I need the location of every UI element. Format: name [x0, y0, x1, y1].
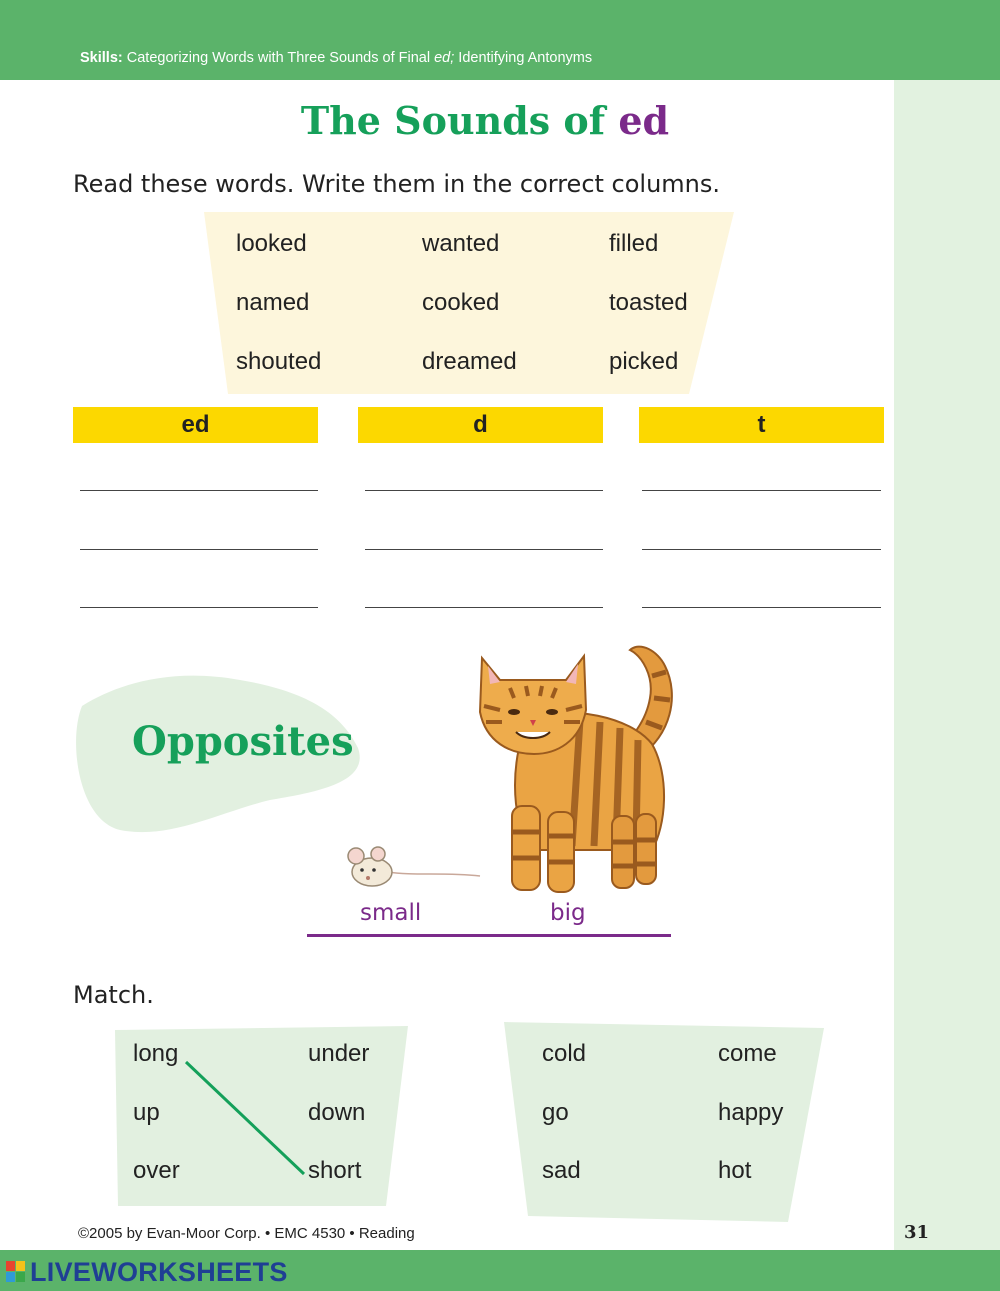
column-header-ed: ed [73, 407, 318, 443]
match-word-long[interactable]: long [133, 1040, 179, 1067]
instruction-text: Read these words. Write them in the correct columns. [73, 170, 721, 198]
answer-line-t-3[interactable] [642, 607, 881, 608]
match-instruction: Match. [73, 981, 154, 1009]
opposites-heading: Opposites [132, 718, 354, 765]
word-dreamed: dreamed [422, 348, 517, 375]
answer-line-d-2[interactable] [365, 549, 603, 550]
match-word-down[interactable]: down [308, 1099, 366, 1126]
answer-line-d-3[interactable] [365, 607, 603, 608]
match-word-short[interactable]: short [308, 1157, 362, 1184]
match-word-up[interactable]: up [133, 1099, 160, 1126]
logo-text: LIVEWORKSHEETS [30, 1256, 288, 1287]
label-big: big [550, 900, 586, 926]
word-filled: filled [609, 230, 659, 257]
skills-label: Skills: [80, 50, 123, 66]
example-underline [307, 934, 671, 937]
match-word-happy[interactable]: happy [718, 1099, 784, 1126]
word-cooked: cooked [422, 289, 500, 316]
answer-line-t-1[interactable] [642, 490, 881, 491]
liveworksheets-logo[interactable] [6, 1256, 288, 1288]
match-word-sad[interactable]: sad [542, 1157, 581, 1184]
word-named: named [236, 289, 310, 316]
answer-line-t-2[interactable] [642, 549, 881, 550]
answer-line-ed-2[interactable] [80, 549, 318, 550]
match-word-hot[interactable]: hot [718, 1157, 752, 1184]
match-word-go[interactable]: go [542, 1099, 569, 1126]
label-small: small [360, 900, 422, 926]
skills-text-ed: ed; [434, 50, 455, 66]
answer-line-d-1[interactable] [365, 490, 603, 491]
skills-text-antonyms: Identifying Antonyms [458, 50, 593, 66]
word-shouted: shouted [236, 348, 322, 375]
mouse-illustration [344, 846, 484, 890]
copyright-text: ©2005 by Evan-Moor Corp. • EMC 4530 • Reading [78, 1225, 415, 1242]
match-word-over[interactable]: over [133, 1157, 180, 1184]
cat-illustration [470, 636, 685, 898]
word-looked: looked [236, 230, 307, 257]
title-highlight: ed [618, 98, 670, 143]
title-main: The Sounds of [300, 98, 606, 143]
page-number: 31 [904, 1222, 930, 1243]
match-word-under[interactable]: under [308, 1040, 370, 1067]
match-word-cold[interactable]: cold [542, 1040, 587, 1067]
word-wanted: wanted [422, 230, 500, 257]
match-word-come[interactable]: come [718, 1040, 777, 1067]
word-toasted: toasted [609, 289, 688, 316]
word-picked: picked [609, 348, 679, 375]
logo-blocks-icon [6, 1261, 26, 1283]
column-header-t: t [639, 407, 884, 443]
answer-line-ed-3[interactable] [80, 607, 318, 608]
column-header-d: d [358, 407, 603, 443]
skills-text: Categorizing Words with Three Sounds of Final [126, 50, 431, 66]
answer-line-ed-1[interactable] [80, 490, 318, 491]
